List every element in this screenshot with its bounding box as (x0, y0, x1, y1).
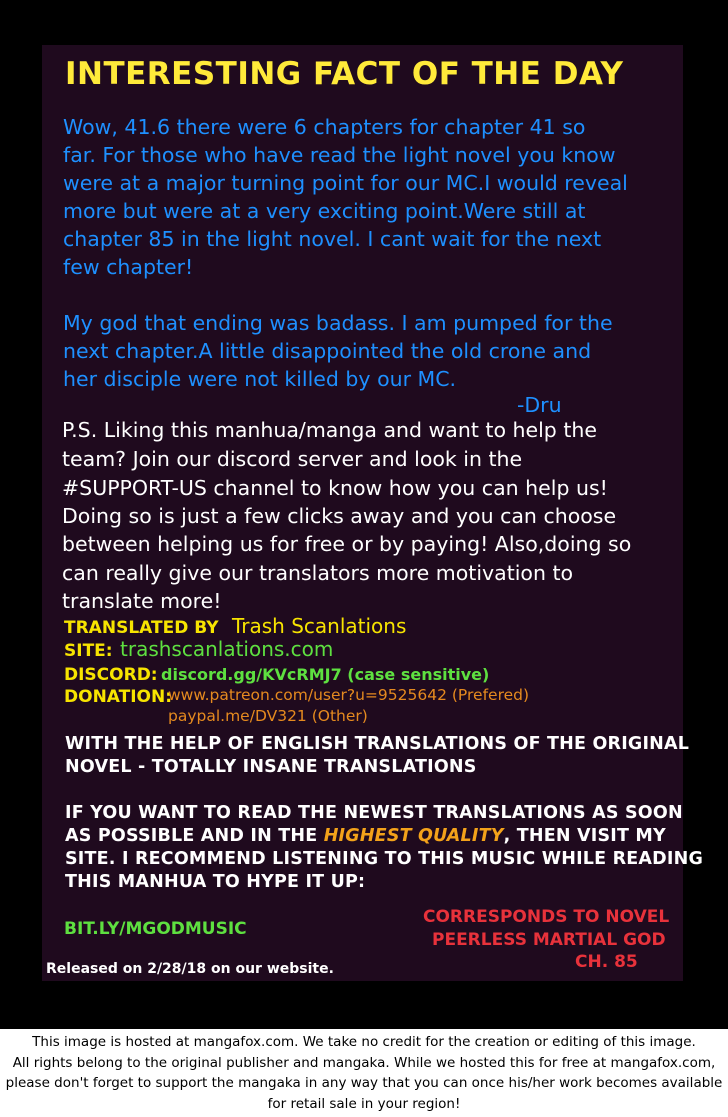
paypal-link[interactable]: paypal.me/DV321 (Other) (168, 707, 368, 725)
donation-label: DONATION: (64, 687, 173, 707)
disclaimer-line: All rights belong to the original publisher and mangaka. While we hosted this for free at mangafox.com, (12, 1054, 716, 1071)
translator-name: Trash Scanlations (232, 614, 407, 638)
translated-by-label: TRANSLATED BY (64, 618, 219, 638)
help-line: WITH THE HELP OF ENGLISH TRANSLATIONS OF THE ORIGINAL (65, 734, 690, 754)
newest-line: SITE. I RECOMMEND LISTENING TO THIS MUSIC WHILE READING (65, 849, 704, 869)
highest-quality-text: HIGHEST QUALITY (323, 826, 504, 846)
fact-line: were at a major turning point for our MC.I would reveal (63, 171, 628, 195)
hosting-disclaimer (0, 1029, 728, 1117)
patreon-link[interactable]: www.patreon.com/user?u=9525642 (Prefered) (168, 686, 530, 704)
signature: -Dru (517, 393, 562, 417)
ps-line: #SUPPORT-US channel to know how you can help us! (62, 476, 608, 500)
disclaimer-line: This image is hosted at mangafox.com. We take no credit for the creation or editing of this image. (32, 1034, 696, 1050)
novel-title: PEERLESS MARTIAL GOD (432, 930, 666, 950)
comment-line: next chapter.A little disappointed the old crone and (63, 339, 592, 363)
disclaimer-line: for retail sale in your region! (267, 1095, 461, 1112)
fact-line: more but were at a very exciting point.Were still at (63, 199, 586, 223)
comment-line: My god that ending was badass. I am pumped for the (63, 311, 613, 335)
newest-line-post: , THEN VISIT MY (503, 826, 666, 846)
chapter-number: CH. 85 (575, 952, 638, 972)
ps-line: team? Join our discord server and look in the (62, 447, 523, 471)
corresponds-line: CORRESPONDS TO NOVEL (423, 907, 670, 927)
music-link[interactable]: BIT.LY/MGODMUSIC (64, 919, 247, 939)
comment-line: her disciple were not killed by our MC. (63, 367, 457, 391)
site-link[interactable]: trashscanlations.com (120, 637, 334, 661)
fact-line: chapter 85 in the light novel. I cant wait for the next (63, 227, 602, 251)
fact-line: few chapter! (63, 255, 194, 279)
ps-line: translate more! (62, 589, 222, 613)
release-date: Released on 2/28/18 on our website. (46, 961, 334, 977)
newest-line: IF YOU WANT TO READ THE NEWEST TRANSLATIONS AS SOON (65, 803, 683, 823)
ps-line: between helping us for free or by paying! Also,doing so (62, 532, 632, 556)
ps-line: P.S. Liking this manhua/manga and want to help the (62, 418, 597, 442)
site-label: SITE: (64, 641, 113, 661)
newest-line: THIS MANHUA TO HYPE IT UP: (65, 872, 366, 892)
help-line: NOVEL - TOTALLY INSANE TRANSLATIONS (65, 757, 477, 777)
newest-line (65, 826, 666, 846)
ps-line: can really give our translators more motivation to (62, 561, 574, 585)
disclaimer-line: please don't forget to support the mangaka in any way that you can once his/her work becomes available (5, 1075, 723, 1091)
page-title: INTERESTING FACT OF THE DAY (65, 56, 624, 92)
discord-label: DISCORD: (64, 665, 158, 685)
discord-link[interactable]: discord.gg/KVcRMJ7 (case sensitive) (161, 665, 490, 684)
ps-line: Doing so is just a few clicks away and you can choose (62, 504, 617, 528)
newest-line-pre: AS POSSIBLE AND IN THE (65, 826, 324, 846)
fact-line: far. For those who have read the light novel you know (63, 143, 616, 167)
fact-line: Wow, 41.6 there were 6 chapters for chapter 41 so (63, 115, 586, 139)
